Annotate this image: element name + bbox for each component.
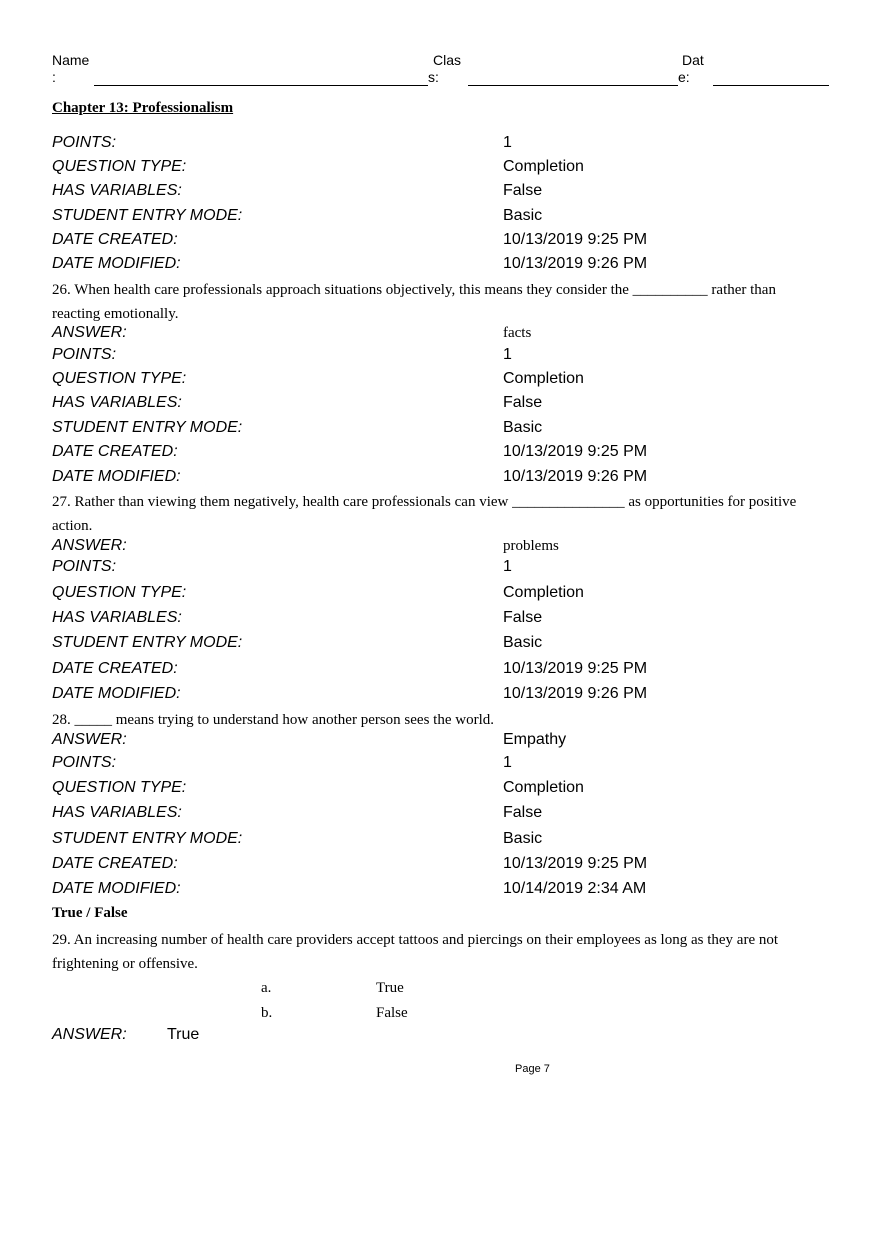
question-26-text: 26. When health care professionals approach situations objectively, this means they consider the __________ rather than reacting emotionally. [52,282,776,322]
date-label-suffix: e: [678,69,690,85]
student-entry-mode-label: STUDENT ENTRY MODE: [52,634,243,651]
date-modified-value: 10/13/2019 9:26 PM [503,468,648,485]
meta-row-student-entry-mode [52,829,832,853]
answer-value: facts [503,325,532,341]
answer-label: ANSWER: [52,537,127,554]
meta-row-question-type [52,369,832,393]
meta-row-date-created [52,854,832,878]
has-variables-value: False [503,609,543,626]
question-type-label: QUESTION TYPE: [52,779,187,796]
option-b-letter: b. [261,1005,273,1021]
page-number: Page 7 [515,1063,550,1075]
date-field-line[interactable] [713,85,829,86]
date-modified-label: DATE MODIFIED: [52,468,181,485]
student-entry-mode-value: Basic [503,830,543,847]
answer-value: problems [503,538,559,554]
answer-label: ANSWER: [52,324,127,341]
meta-row-points [52,753,832,777]
points-value: 1 [503,346,512,363]
meta-row-points [52,133,832,157]
meta-row-date-created [52,659,832,683]
date-created-label: DATE CREATED: [52,660,178,677]
name-label: Name [52,52,90,68]
student-entry-mode-value: Basic [503,634,543,651]
points-value: 1 [503,558,512,575]
question-type-value: Completion [503,158,584,175]
meta-row-date-created [52,230,832,254]
student-entry-mode-value: Basic [503,419,543,436]
has-variables-value: False [503,394,543,411]
date-created-label: DATE CREATED: [52,443,178,460]
answer-value: Empathy [503,731,567,748]
date-created-value: 10/13/2019 9:25 PM [503,231,648,248]
date-modified-value: 10/13/2019 9:26 PM [503,255,648,272]
date-created-value: 10/13/2019 9:25 PM [503,660,648,677]
question-type-value: Completion [503,779,584,796]
question-28-text: 28. _____ means trying to understand how another person sees the world. [52,712,494,728]
points-label: POINTS: [52,134,117,151]
date-modified-label: DATE MODIFIED: [52,880,181,897]
date-created-value: 10/13/2019 9:25 PM [503,443,648,460]
meta-row-date-modified [52,684,832,708]
date-created-value: 10/13/2019 9:25 PM [503,855,648,872]
answer-value: True [167,1026,200,1043]
question-29-text: 29. An increasing number of health care providers accept tattoos and piercings on their employees as long as they are not frightening or offensive. [52,932,779,972]
student-entry-mode-label: STUDENT ENTRY MODE: [52,830,243,847]
meta-row-has-variables [52,608,832,632]
class-label-suffix: s: [428,69,439,85]
meta-row-answer [52,730,832,754]
meta-row-has-variables [52,393,832,417]
answer-label: ANSWER: [52,1026,127,1043]
points-value: 1 [503,754,512,771]
points-value: 1 [503,134,512,151]
meta-row-points [52,557,832,581]
student-entry-mode-label: STUDENT ENTRY MODE: [52,419,243,436]
date-label: Dat [682,52,704,68]
date-modified-value: 10/13/2019 9:26 PM [503,685,648,702]
option-a-letter: a. [261,980,272,996]
meta-row-student-entry-mode [52,633,832,657]
meta-row-date-modified [52,879,832,903]
section-heading-true-false: True / False [52,905,128,921]
question-type-label: QUESTION TYPE: [52,370,187,387]
class-label: Clas [433,52,462,68]
has-variables-value: False [503,804,543,821]
date-created-label: DATE CREATED: [52,855,178,872]
question-27-text: 27. Rather than viewing them negatively, health care professionals can view _______________ as opportunities for positive action. [52,494,797,534]
meta-row-date-created [52,442,832,466]
question-type-label: QUESTION TYPE: [52,158,187,175]
option-a-text: True [376,980,404,996]
student-entry-mode-label: STUDENT ENTRY MODE: [52,207,243,224]
points-label: POINTS: [52,346,117,363]
question-type-value: Completion [503,584,584,601]
chapter-title: Chapter 13: Professionalism [52,100,234,116]
meta-row-has-variables [52,803,832,827]
date-modified-value: 10/14/2019 2:34 AM [503,880,647,897]
points-label: POINTS: [52,558,117,575]
name-field-line[interactable] [94,85,428,86]
meta-row-question-type [52,157,832,181]
meta-row-answer [52,323,832,347]
has-variables-label: HAS VARIABLES: [52,804,182,821]
meta-row-question-type [52,778,832,802]
class-field-line[interactable] [468,85,678,86]
meta-row-has-variables [52,181,832,205]
meta-row-student-entry-mode [52,418,832,442]
meta-row-date-modified [52,254,832,278]
answer-label: ANSWER: [52,731,127,748]
has-variables-label: HAS VARIABLES: [52,394,182,411]
has-variables-label: HAS VARIABLES: [52,609,182,626]
has-variables-value: False [503,182,543,199]
student-entry-mode-value: Basic [503,207,543,224]
question-type-value: Completion [503,370,584,387]
meta-row-question-type [52,583,832,607]
option-b-text: False [376,1005,408,1021]
name-label-colon: : [52,69,56,85]
has-variables-label: HAS VARIABLES: [52,182,182,199]
date-created-label: DATE CREATED: [52,231,178,248]
date-modified-label: DATE MODIFIED: [52,685,181,702]
question-type-label: QUESTION TYPE: [52,584,187,601]
points-label: POINTS: [52,754,117,771]
meta-row-student-entry-mode [52,206,832,230]
date-modified-label: DATE MODIFIED: [52,255,181,272]
meta-row-date-modified [52,467,832,491]
meta-row-points [52,345,832,369]
